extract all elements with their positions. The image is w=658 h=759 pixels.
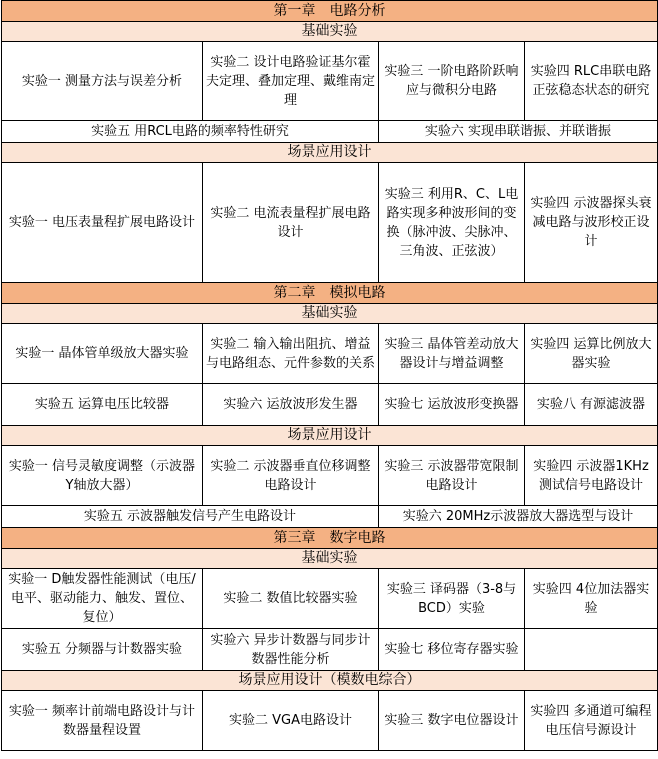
chapter-title: 第一章 电路分析 bbox=[2, 1, 658, 22]
section-title: 基础实验 bbox=[2, 22, 658, 42]
experiment-cell: 实验五 运算电压比较器 bbox=[2, 384, 203, 426]
experiment-cell: 实验七 运放波形变换器 bbox=[379, 384, 525, 426]
section-title: 场景应用设计 bbox=[2, 426, 658, 446]
experiment-cell: 实验一 测量方法与误差分析 bbox=[2, 42, 203, 121]
experiment-cell: 实验二 设计电路验证基尔霍夫定理、叠加定理、戴维南定理 bbox=[203, 42, 379, 121]
experiment-cell: 实验六 实现串联谐振、并联谐振 bbox=[379, 121, 658, 143]
section-title: 场景应用设计 bbox=[2, 143, 658, 163]
experiment-cell: 实验三 利用R、C、L电路实现多种波形间的变换（脉冲波、尖脉冲、三角波、正弦波） bbox=[379, 163, 525, 283]
experiment-cell: 实验二 示波器垂直位移调整电路设计 bbox=[203, 446, 379, 506]
experiment-cell: 实验六 异步计数器与同步计数器性能分析 bbox=[203, 629, 379, 671]
experiment-cell: 实验一 信号灵敏度调整（示波器Y轴放大器） bbox=[2, 446, 203, 506]
experiment-cell: 实验六 20MHz示波器放大器选型与设计 bbox=[379, 506, 658, 528]
experiment-cell: 实验七 移位寄存器实验 bbox=[379, 629, 525, 671]
chapter-title: 第二章 模拟电路 bbox=[2, 283, 658, 304]
experiment-cell: 实验四 多通道可编程电压信号源设计 bbox=[525, 691, 658, 751]
section-title: 基础实验 bbox=[2, 304, 658, 324]
experiment-cell: 实验三 数字电位器设计 bbox=[379, 691, 525, 751]
experiment-cell: 实验二 电流表量程扩展电路设计 bbox=[203, 163, 379, 283]
course-table bbox=[1, 0, 658, 751]
experiment-cell: 实验五 用RCL电路的频率特性研究 bbox=[2, 121, 379, 143]
section-title: 基础实验 bbox=[2, 549, 658, 569]
experiment-cell: 实验一 D触发器性能测试（电压/电平、驱动能力、触发、置位、复位） bbox=[2, 569, 203, 629]
experiment-cell: 实验三 译码器（3-8与BCD）实验 bbox=[379, 569, 525, 629]
experiment-cell: 实验四 运算比例放大器实验 bbox=[525, 324, 658, 384]
experiment-cell: 实验三 一阶电路阶跃响应与微积分电路 bbox=[379, 42, 525, 121]
experiment-cell: 实验五 示波器触发信号产生电路设计 bbox=[2, 506, 379, 528]
section-title: 场景应用设计（模数电综合） bbox=[2, 671, 658, 691]
experiment-cell: 实验六 运放波形发生器 bbox=[203, 384, 379, 426]
experiment-cell: 实验二 VGA电路设计 bbox=[203, 691, 379, 751]
experiment-cell: 实验三 晶体管差动放大器设计与增益调整 bbox=[379, 324, 525, 384]
experiment-cell: 实验四 示波器1KHz测试信号电路设计 bbox=[525, 446, 658, 506]
chapter-title: 第三章 数字电路 bbox=[2, 528, 658, 549]
experiment-cell: 实验四 4位加法器实验 bbox=[525, 569, 658, 629]
experiment-cell: 实验二 输入输出阻抗、增益与电路组态、元件参数的关系 bbox=[203, 324, 379, 384]
experiment-cell: 实验二 数值比较器实验 bbox=[203, 569, 379, 629]
experiment-cell bbox=[525, 629, 658, 671]
experiment-cell: 实验一 频率计前端电路设计与计数器量程设置 bbox=[2, 691, 203, 751]
experiment-cell: 实验四 RLC串联电路正弦稳态状态的研究 bbox=[525, 42, 658, 121]
experiment-cell: 实验三 示波器带宽限制电路设计 bbox=[379, 446, 525, 506]
experiment-cell: 实验五 分频器与计数器实验 bbox=[2, 629, 203, 671]
experiment-cell: 实验八 有源滤波器 bbox=[525, 384, 658, 426]
experiment-cell: 实验一 电压表量程扩展电路设计 bbox=[2, 163, 203, 283]
experiment-cell: 实验四 示波器探头衰减电路与波形校正设计 bbox=[525, 163, 658, 283]
experiment-cell: 实验一 晶体管单级放大器实验 bbox=[2, 324, 203, 384]
